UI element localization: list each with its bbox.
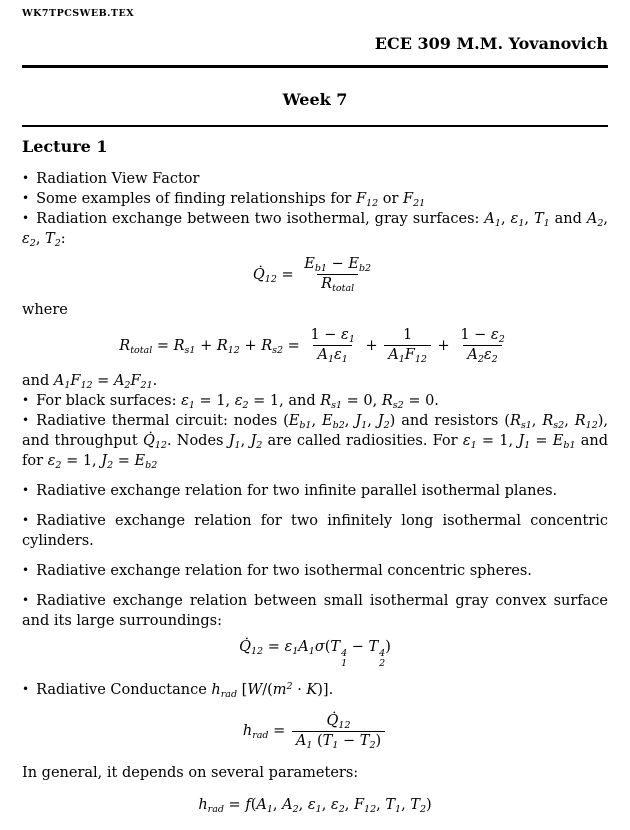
equation-hrad-math: $h_{rad}$ = $\frac{Q̇_{12}}{A_1 (T_1 - T_2)}$ [243, 723, 387, 739]
equation-rtotal [22, 326, 608, 365]
equation-hrad-params [22, 795, 608, 815]
bullet-cylinders-text: Radiative exchange relation for two infinitely long isothermal concentric cylinders. [22, 513, 608, 549]
bullet-examples-text: Some examples of finding relationships for $F_{12}$ or $F_{21}$ [36, 191, 426, 209]
equation-convex [22, 637, 608, 670]
bullet-spheres [22, 561, 608, 581]
bullet-icon: • [22, 513, 30, 527]
bullet-icon: • [22, 563, 30, 577]
bullet-view-factor-text: Radiation View Factor [36, 171, 200, 187]
bullet-thermal-circuit-text: Radiative thermal circuit: nodes ($E_{b1}$, $E_{b2}$, $J_1$, $J_2$) and resistors ($R_{s1}$, $R_{s2}$, $R_{12}$), and throughput $Q̇_{12}$. Nodes $J_1$, $J_2$ are called radiosities. For $\varepsilon_1 = 1$, $J_1 = E_{b1}$ and for $\varepsilon_2 = 1$, $J_2 = E_{b2}$ [22, 413, 609, 471]
bullet-icon: • [22, 483, 30, 497]
bullet-icon: • [22, 681, 30, 696]
bullet-icon: • [22, 191, 30, 205]
bullet-convex [22, 591, 608, 631]
equation-convex-math: $Q̇_{12} = \varepsilon_1A_1\sigma(T$ 4 1 − T 4 2 ) [239, 639, 391, 670]
horizontal-rule-top [22, 65, 608, 68]
bullet-black-surfaces [22, 391, 608, 411]
equation-rtotal-math: $R_{total} = R_{s1} + R_{12} + R_{s2}$ = $\frac{1 - \varepsilon_1}{A_1\varepsilon_1}$ + $\frac{1}{A_1F_{12}}$ + $\frac{1 - \varepsilon_2}{A_2\varepsilon_2}$ [119, 327, 505, 365]
course-header: ECE 309 M.M. Yovanovich [374, 34, 608, 53]
equation-hrad [22, 712, 608, 751]
where-label: where [22, 302, 68, 318]
bullet-icon: • [22, 211, 30, 225]
bullet-icon: • [22, 593, 30, 607]
horizontal-rule-under-title [22, 125, 608, 127]
bullet-icon: • [22, 393, 30, 407]
bullet-conductance [22, 680, 608, 700]
week-title: Week 7 [282, 90, 348, 109]
bullet-exchange [22, 209, 608, 249]
bullet-conductance-text: Radiative Conductance $h_{rad}$ $[W/(m^2 \cdot K)]$. [36, 680, 334, 700]
equation-hrad-params-math: $h_{rad} = f(A_1$, $A_2$, $\varepsilon_1$, $\varepsilon_2$, $F_{12}$, $T_1$, $T_2$) [198, 796, 432, 815]
equation-q12 [22, 255, 608, 294]
bullet-planes-text: Radiative exchange relation for two infinite parallel isothermal planes. [36, 483, 558, 499]
filename-label: WK7TPCSWEB.TEX [22, 8, 135, 19]
bullet-spheres-text: Radiative exchange relation for two isothermal concentric spheres. [36, 563, 532, 579]
bullet-exchange-text: Radiation exchange between two isothermal, gray surfaces: $A_1$, $\varepsilon_1$, $T_1$ and $A_2$, $\varepsilon_2$, $T_2$: [22, 211, 608, 249]
in-general-line: In general, it depends on several parameters: [22, 764, 359, 781]
bullet-thermal-circuit [22, 411, 608, 471]
equation-q12-math: $Q̇_{12}$ = $\frac{E_{b1} - E_{b2}}{R_{total}}$ [252, 256, 372, 294]
reciprocity-text: and $A_1F_{12} = A_2F_{21}$. [22, 373, 158, 391]
bullet-convex-text: Radiative exchange relation between small isothermal gray convex surface and its large surroundings: [22, 593, 608, 629]
bullet-icon: • [22, 171, 30, 185]
bullet-planes [22, 481, 608, 501]
bullet-examples [22, 189, 608, 209]
bullet-view-factor [22, 169, 608, 189]
lecture-heading: Lecture 1 [22, 137, 108, 156]
bullet-cylinders [22, 511, 608, 551]
bullet-black-surfaces-text: For black surfaces: $\varepsilon_1 = 1$, $\varepsilon_2 = 1$, and $R_{s1} = 0$, $R_{s2} = 0$. [36, 393, 439, 411]
reciprocity-line [22, 371, 608, 391]
bullet-icon: • [22, 413, 30, 427]
